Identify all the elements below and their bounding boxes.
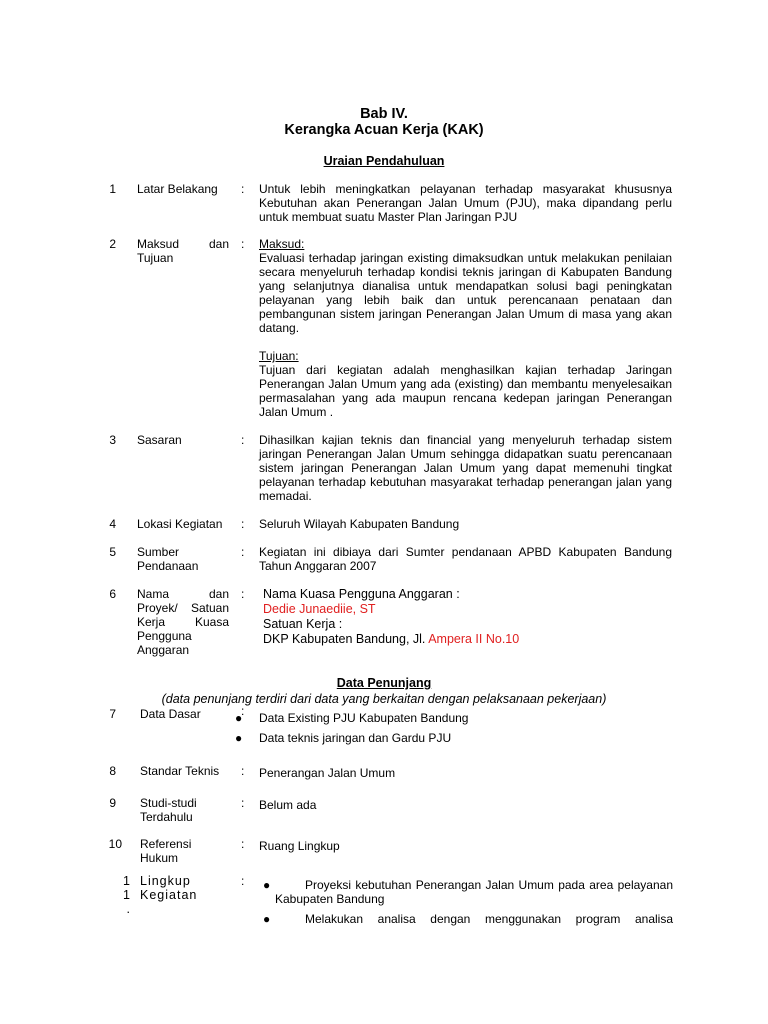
colon: : <box>241 796 245 810</box>
colon: : <box>241 517 245 531</box>
bullet-icon: ● <box>263 912 271 926</box>
item-number: 10 <box>108 837 122 851</box>
colon: : <box>241 433 245 447</box>
colon: : <box>241 874 245 888</box>
tujuan-text: Tujuan dari kegiatan adalah menghasilkan kajian terhadap Jaringan Penerangan Jalan Umum yang ada (existing) dan membantu menyelesaikan permasalahan yang ada maupun rencana kedepan jaringan Penerangan Jalan Umum . <box>259 363 672 419</box>
bullet-icon: ● <box>263 878 271 892</box>
item-label: Nama dan Proyek/ Satuan Kerja Kuasa Pengguna Anggaran <box>137 587 229 657</box>
maksud-text: Evaluasi terhadap jaringan existing dimaksudkan untuk melakukan penilaian secara menyeluruh terhadap kondisi teknis jaringan di Kabupaten Bandung yang selanjutnya dianalisa untuk mendapatkan solusi bagi peningkatan pelayanan yang lebih baik dan untuk perencanaan penataan dan pembangunan sistem jaringan Penerangan Jalan Umum di masa yang akan datang. <box>259 251 672 335</box>
item-label: Latar Belakang <box>137 182 218 196</box>
chapter-title: Bab IV. <box>360 106 408 122</box>
item-number: 2 <box>109 237 116 251</box>
tujuan-title: Tujuan: <box>259 349 299 363</box>
list-item: ● Melakukan analisa dengan menggunakan program analisa <box>263 912 673 926</box>
item-label: Lingkup Kegiatan <box>140 874 198 902</box>
item-text <box>259 237 672 419</box>
bullet-list <box>263 878 673 932</box>
item-label: Maksud dan Tujuan <box>137 237 229 265</box>
section-heading-data-penunjang: Data Penunjang <box>336 676 432 690</box>
item-text: Penerangan Jalan Umum <box>259 766 396 780</box>
section-heading-uraian: Uraian Pendahuluan <box>323 154 445 168</box>
item-number: 4 <box>109 517 116 531</box>
colon: : <box>241 182 245 196</box>
colon: : <box>241 837 245 851</box>
item-label: Lokasi Kegiatan <box>137 517 223 531</box>
item-label: Studi-studi Terdahulu <box>140 796 197 824</box>
item-label: Standar Teknis <box>140 764 220 778</box>
list-item: ● Data teknis jaringan dan Gardu PJU <box>235 731 452 745</box>
list-item: ● Data Existing PJU Kabupaten Bandung <box>235 711 469 725</box>
item-text: Belum ada <box>259 798 317 812</box>
item-number: 8 <box>109 764 116 778</box>
item-number: 9 <box>109 796 116 810</box>
item-number: 5 <box>109 545 116 559</box>
satuan-kerja-value: DKP Kabupaten Bandung, Jl. Ampera II No.10 <box>263 632 520 646</box>
item-number: 7 <box>109 707 116 721</box>
colon: : <box>241 545 245 559</box>
colon: : <box>241 764 245 778</box>
maksud-title: Maksud: <box>259 237 305 251</box>
item-text <box>263 587 676 647</box>
kuasa-label: Nama Kuasa Pengguna Anggaran : <box>263 587 460 601</box>
item-label: Data Dasar <box>140 707 201 721</box>
colon: : <box>241 704 245 718</box>
item-text: Ruang Lingkup <box>259 839 340 853</box>
item-text: Seluruh Wilayah Kabupaten Bandung <box>259 517 460 531</box>
item-text: Untuk lebih meningkatkan pelayanan terhadap masyarakat khususnya Kebutuhan akan Penerangan Jalan Umum (PJU), maka dipandang perlu untuk membuat suatu Master Plan Jaringan PJU <box>259 182 672 224</box>
section-note: (data penunjang terdiri dari data yang berkaitan dengan pelaksanaan pekerjaan) <box>161 692 607 706</box>
list-item: ● Proyeksi kebutuhan Penerangan Jalan Umum pada area pelayanan Kabupaten Bandung <box>263 878 673 906</box>
item-number: 1 1 . <box>123 874 130 916</box>
item-label: Sumber Pendanaan <box>137 545 199 573</box>
bullet-icon: ● <box>235 731 243 745</box>
item-text: Kegiatan ini dibiaya dari Sumter pendanaan APBD Kabupaten Bandung Tahun Anggaran 2007 <box>259 545 672 573</box>
bullet-icon: ● <box>235 711 243 725</box>
bullet-list <box>232 711 692 751</box>
item-label: Referensi Hukum <box>140 837 192 865</box>
colon: : <box>241 237 245 251</box>
item-number: 6 <box>109 587 116 601</box>
item-label: Sasaran <box>137 433 182 447</box>
item-number: 3 <box>109 433 116 447</box>
kuasa-name: Dedie Junaediie, ST <box>263 602 376 616</box>
item-text: Dihasilkan kajian teknis dan financial yang menyeluruh terhadap sistem jaringan Penerangan Jalan Umum sehingga didapatkan suatu perencanaan sistem jaringan Penerangan Jalan Umum yang dapat memenuhi tingkat pelayanan terhadap kebutuhan masyarakat terhadap penerangan jalan yang memadai. <box>259 433 672 503</box>
colon: : <box>241 587 245 601</box>
satuan-kerja-label: Satuan Kerja : <box>263 617 343 631</box>
chapter-subtitle: Kerangka Acuan Kerja (KAK) <box>284 122 484 138</box>
item-number: 1 <box>109 182 116 196</box>
